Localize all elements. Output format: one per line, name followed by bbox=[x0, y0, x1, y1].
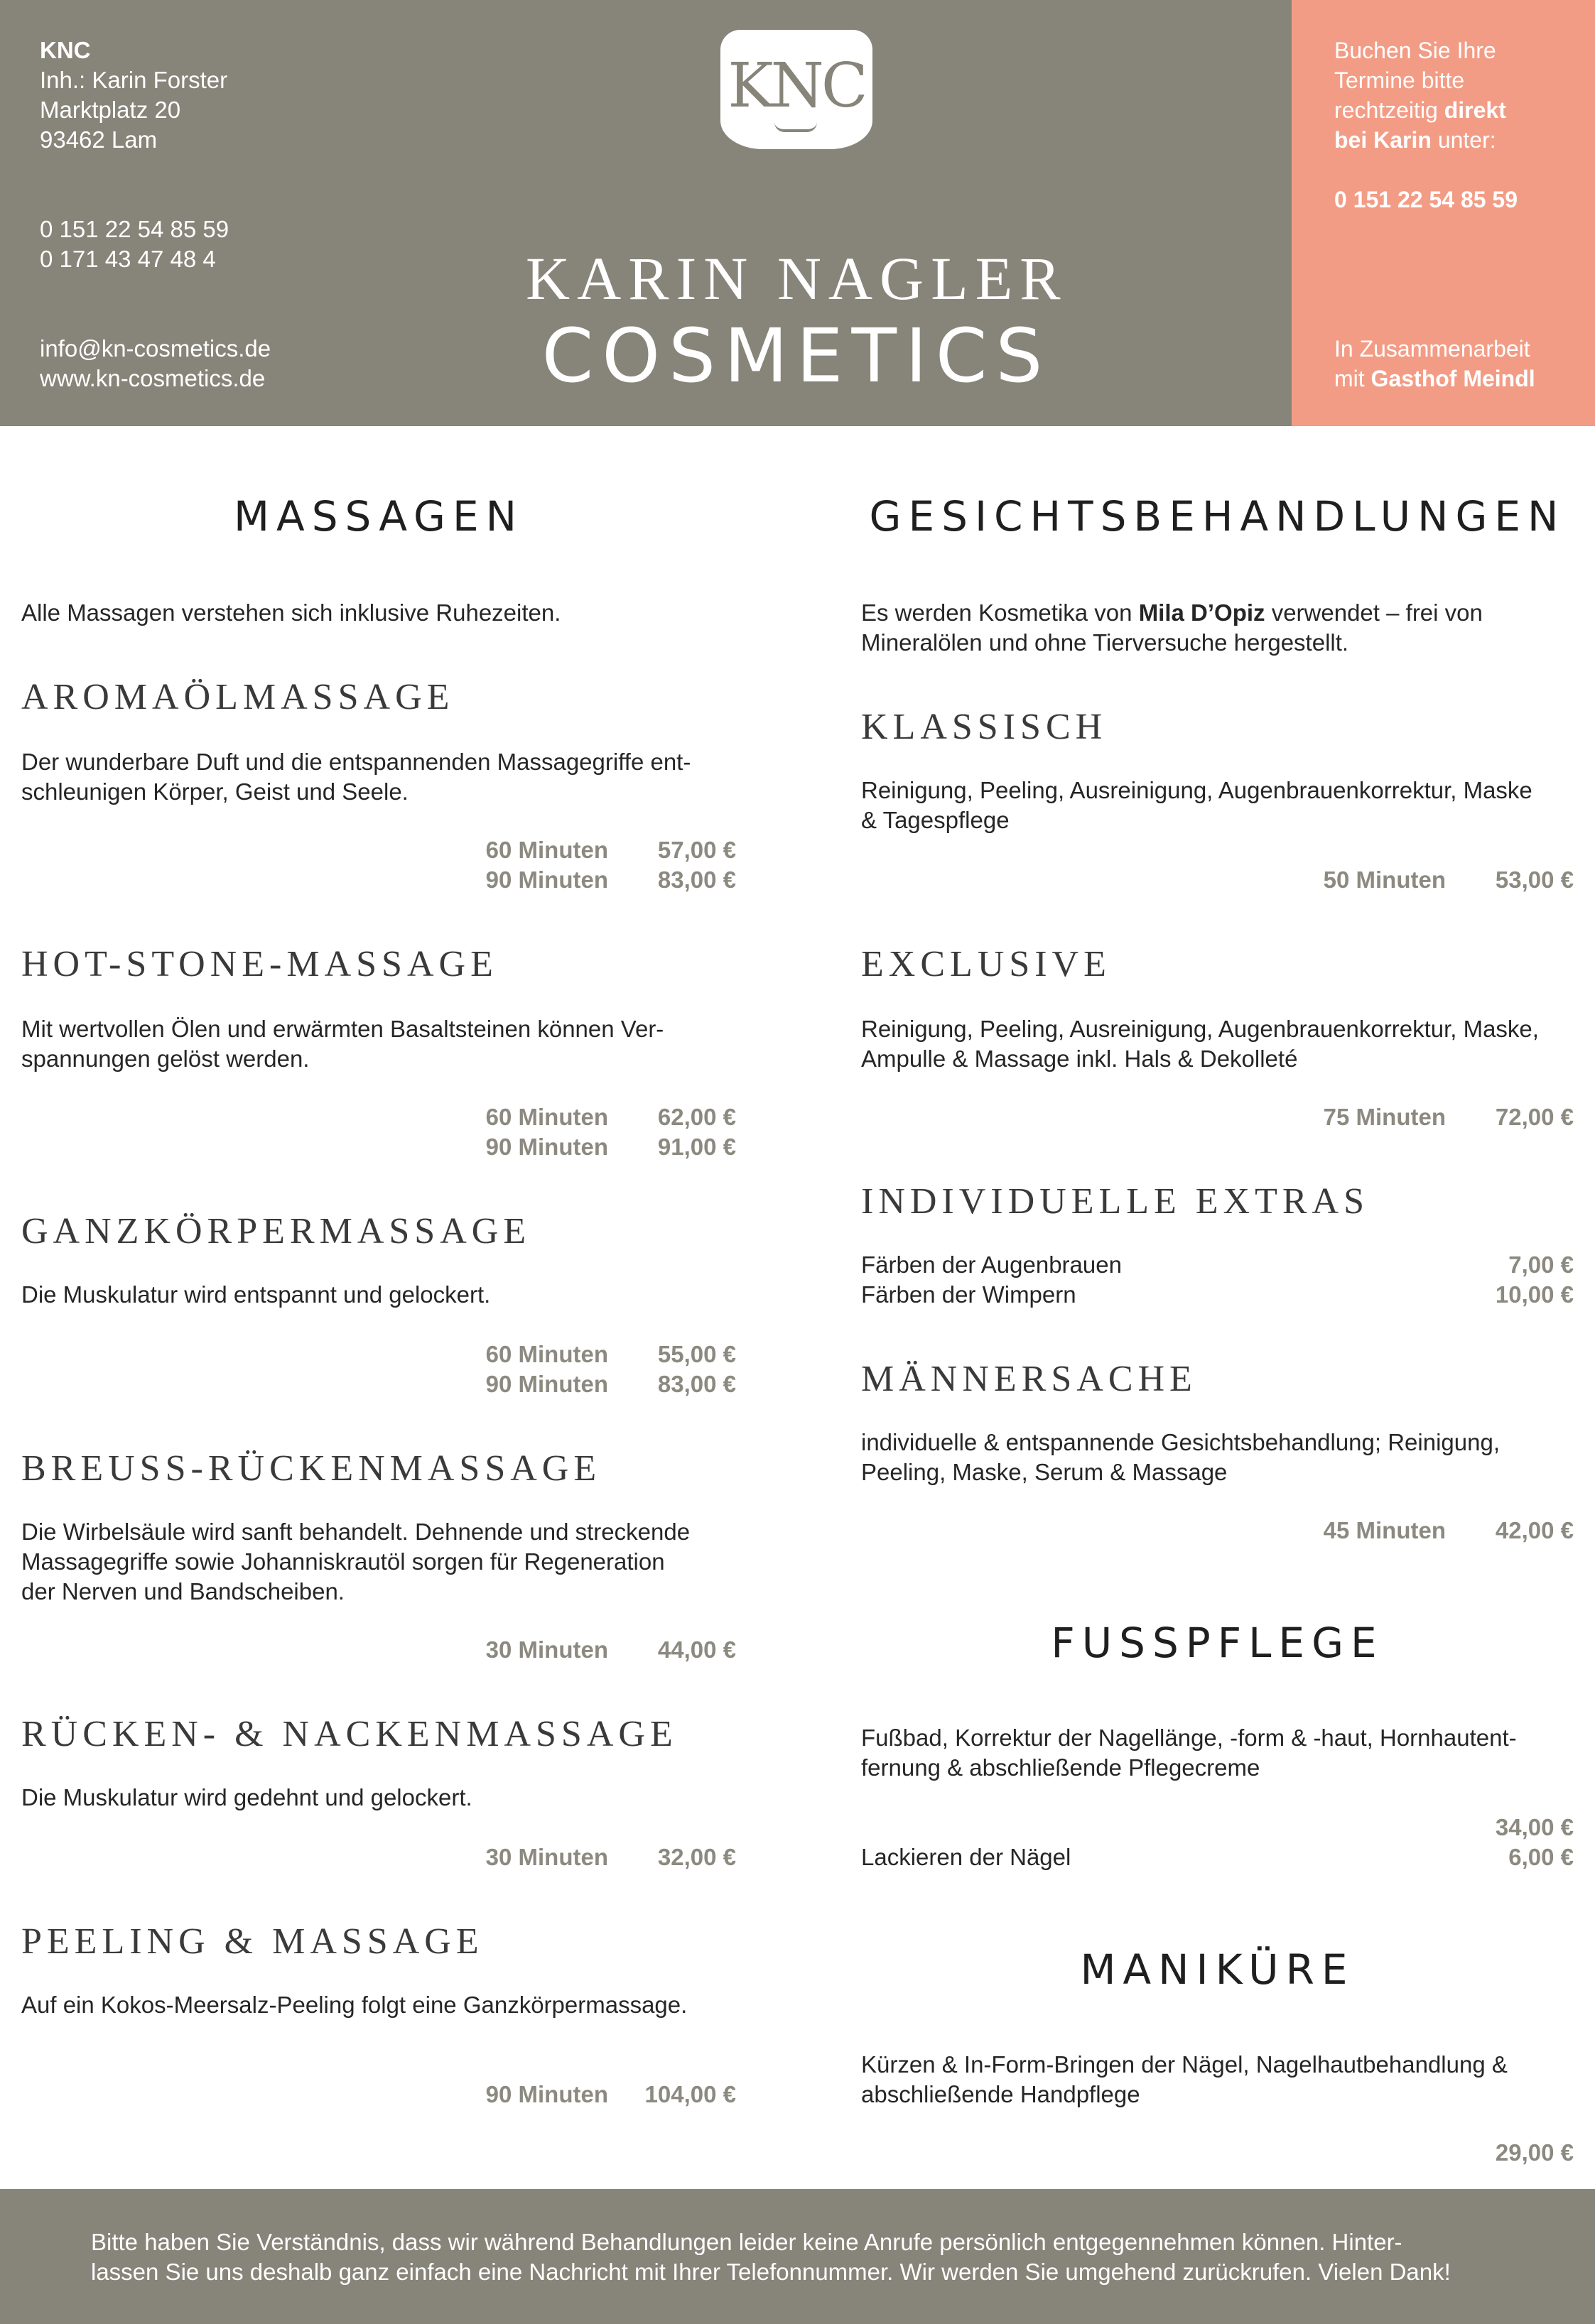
city-line: 93462 Lam bbox=[40, 126, 158, 153]
item-title-peeling-massage: PEELING & MASSAGE bbox=[21, 1921, 484, 1962]
item-title-klassisch: KLASSISCH bbox=[861, 707, 1108, 747]
price-row: 90 Minuten 104,00 € bbox=[485, 2081, 736, 2107]
item-desc-ruecken-nacken: Die Muskulatur wird gedehnt und gelockert. bbox=[21, 1784, 472, 1810]
item-desc-maennersache: individuelle & entspannende Gesichtsbehandlung; Reinigung, Peeling, Maske, Serum & Massage bbox=[861, 1429, 1500, 1485]
item-desc-exclusive: Reinigung, Peeling, Ausreinigung, Augenbrauenkorrektur, Maske, Ampulle & Massage inkl. Hals & Dekolleté bbox=[861, 1016, 1539, 1072]
extra-row: Lackieren der Nägel 6,00 € bbox=[861, 1844, 1574, 1870]
price-row: 60 Minuten 62,00 € bbox=[485, 1104, 736, 1130]
massagen-heading: MASSAGEN bbox=[233, 492, 524, 541]
item-title-ganzkoerper: GANZKÖRPERMASSAGE bbox=[21, 1211, 531, 1251]
price-row: 45 Minuten 42,00 € bbox=[1323, 1517, 1574, 1543]
item-title-hot-stone: HOT-STONE-MASSAGE bbox=[21, 944, 498, 984]
price-row: 50 Minuten 53,00 € bbox=[1323, 867, 1574, 893]
manikuere-desc: Kürzen & In-Form-Bringen der Nägel, Nagelhautbehandlung & abschließende Handpflege bbox=[861, 2051, 1508, 2107]
item-desc-ganzkoerper: Die Muskulatur wird entspannt und gelockert. bbox=[21, 1281, 491, 1308]
fusspflege-desc: Fußbad, Korrektur der Nagellänge, -form & -haut, Hornhautent- fernung & abschließende Pflegecreme bbox=[861, 1725, 1517, 1781]
item-title-maennersache: MÄNNERSACHE bbox=[861, 1359, 1197, 1399]
footer-banner bbox=[0, 2189, 1595, 2324]
price-row: 75 Minuten 72,00 € bbox=[1323, 1104, 1574, 1130]
brand-name: KARIN NAGLER bbox=[526, 244, 1068, 313]
brand-title: COSMETICS bbox=[541, 313, 1051, 399]
item-desc-hot-stone: Mit wertvollen Ölen und erwärmten Basaltsteinen können Ver- spannungen gelöst werden. bbox=[21, 1016, 664, 1072]
header-banner bbox=[0, 0, 1595, 426]
extra-row: Färben der Augenbrauen 7,00 € bbox=[861, 1251, 1574, 1278]
item-desc-peeling-massage: Auf ein Kokos-Meersalz-Peeling folgt eine Ganzkörpermassage. bbox=[21, 1992, 688, 2018]
logo-text: KNC bbox=[728, 50, 865, 121]
cooperation-note: In Zusammenarbeit mit Gasthof Meindl bbox=[1334, 336, 1535, 391]
price-row: 60 Minuten 55,00 € bbox=[485, 1341, 736, 1367]
booking-text: Buchen Sie Ihre Termine bitte rechtzeitig direkt bei Karin unter: bbox=[1334, 38, 1506, 153]
booking-panel bbox=[1292, 0, 1595, 426]
street-line: Marktplatz 20 bbox=[40, 97, 181, 123]
item-desc-breuss: Die Wirbelsäule wird sanft behandelt. Dehnende und streckende Massagegriffe sowie Johanniskrautöl sorgen für Regeneration der Nerven und Bandscheiben. bbox=[21, 1519, 691, 1604]
item-title-exclusive: EXCLUSIVE bbox=[861, 944, 1111, 984]
phone-2[interactable]: 0 171 43 47 48 4 bbox=[40, 246, 216, 272]
company-name: KNC bbox=[40, 37, 91, 63]
item-title-aromaoel: AROMAÖLMASSAGE bbox=[21, 677, 455, 717]
manikuere-heading: MANIKÜRE bbox=[1080, 1945, 1355, 1994]
price-row: 30 Minuten 44,00 € bbox=[485, 1636, 736, 1663]
price-row: 90 Minuten 83,00 € bbox=[485, 867, 736, 893]
email-link[interactable]: info@kn-cosmetics.de bbox=[40, 335, 271, 362]
price-row: 90 Minuten 83,00 € bbox=[485, 1371, 736, 1397]
website-link[interactable]: www.kn-cosmetics.de bbox=[40, 365, 266, 391]
item-desc-aromaoel: Der wunderbare Duft und die entspannenden Massagegriffe ent- schleunigen Körper, Geist und Seele. bbox=[21, 749, 691, 805]
price-row: 29,00 € bbox=[1495, 2139, 1574, 2166]
massagen-intro: Alle Massagen verstehen sich inklusive Ruhezeiten. bbox=[21, 599, 561, 626]
gesicht-intro: Es werden Kosmetika von Mila D’Opiz verwendet – frei von Mineralölen und ohne Tierversuche hergestellt. bbox=[861, 599, 1483, 656]
price-row: 90 Minuten 91,00 € bbox=[485, 1134, 736, 1160]
contact-block bbox=[40, 36, 271, 393]
phone-1[interactable]: 0 151 22 54 85 59 bbox=[40, 216, 229, 242]
item-title-breuss: BREUSS-RÜCKENMASSAGE bbox=[21, 1448, 602, 1489]
price-row: 30 Minuten 32,00 € bbox=[485, 1844, 736, 1870]
item-title-ruecken-nacken: RÜCKEN- & NACKENMASSAGE bbox=[21, 1714, 678, 1754]
fusspflege-heading: FUSSPFLEGE bbox=[1051, 1619, 1384, 1667]
extra-row: Färben der Wimpern 10,00 € bbox=[861, 1281, 1574, 1308]
owner-line: Inh.: Karin Forster bbox=[40, 67, 228, 93]
booking-phone[interactable]: 0 151 22 54 85 59 bbox=[1334, 187, 1518, 212]
price-row: 60 Minuten 57,00 € bbox=[485, 837, 736, 863]
logo-swash bbox=[774, 122, 817, 132]
gesicht-heading: GESICHTSBEHANDLUNGEN bbox=[869, 492, 1566, 541]
price-row: 34,00 € bbox=[1495, 1814, 1574, 1840]
footer-notice: Bitte haben Sie Verständnis, dass wir während Behandlungen leider keine Anrufe persönlich entgegennehmen können. Hinter- lassen Sie uns deshalb ganz einfach eine Nachricht mit Ihrer Telefonnummer. Wir werden Sie umgehend zurückrufen. Vielen Dank! bbox=[91, 2229, 1451, 2285]
item-desc-klassisch: Reinigung, Peeling, Ausreinigung, Augenbrauenkorrektur, Maske & Tagespflege bbox=[861, 777, 1532, 833]
item-title-extras: INDIVIDUELLE EXTRAS bbox=[861, 1181, 1370, 1222]
